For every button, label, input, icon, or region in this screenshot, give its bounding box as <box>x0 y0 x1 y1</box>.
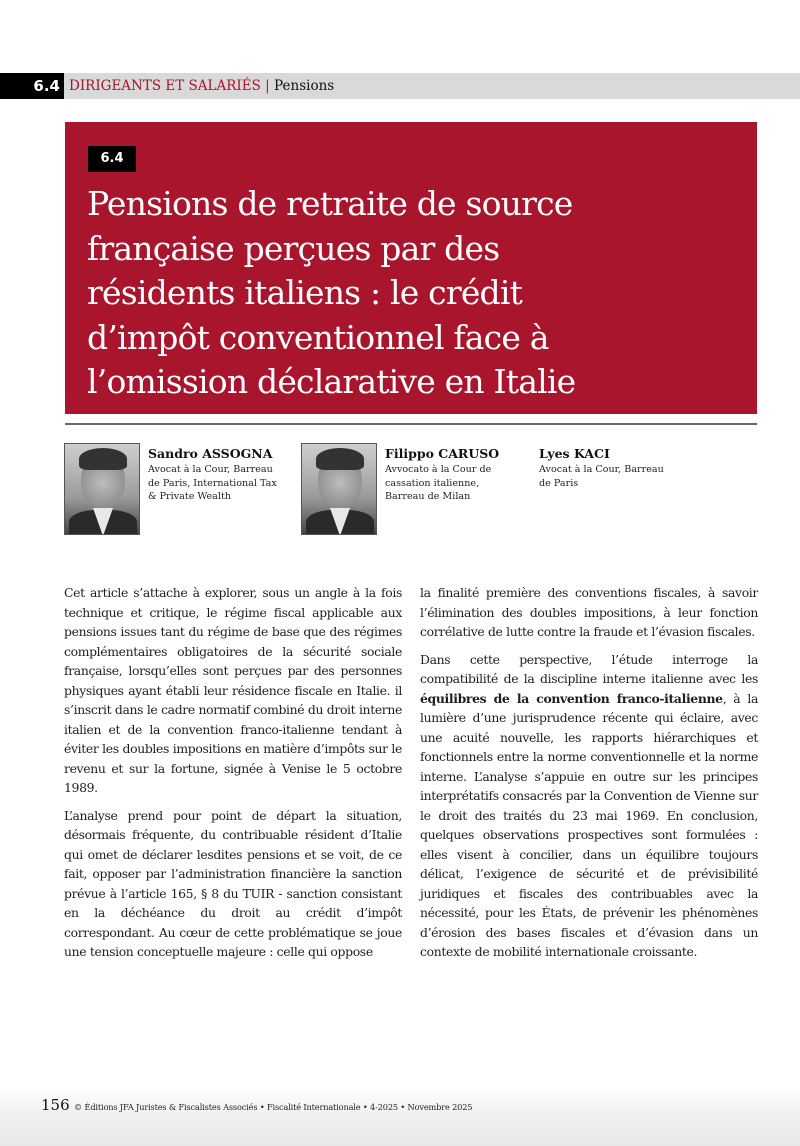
breadcrumb-separator: | <box>265 78 270 94</box>
divider <box>65 423 757 425</box>
emphasis: équilibres de la convention franco-italienne <box>420 690 723 706</box>
title-banner <box>65 122 757 414</box>
body-column-right <box>420 583 758 970</box>
text-run: Dans cette perspective, l’étude interroge la compatibilité de la discipline interne italienne avec les <box>420 651 758 686</box>
section-label: DIRIGEANTS ET SALARIÉS <box>69 78 261 94</box>
section-number: 6.4 <box>0 73 64 99</box>
article-title <box>87 182 747 405</box>
body-column-left <box>64 583 402 970</box>
author-role: Avvocato à la Cour de cassation italienne, Barreau de Milan <box>385 464 492 502</box>
author-name: Lyes KACI <box>539 446 610 461</box>
author-name: Sandro ASSOGNA <box>148 446 273 461</box>
paragraph: Cet article s’attache à explorer, sous un angle à la fois technique et critique, le régime fiscal applicable aux pensions issues tant du régime de base que des régimes complémentaires obligatoires de la sécurité sociale française, lorsqu’elles sont perçues par des personnes physiques ayant établi leur résidence fiscale en Italie. il s’inscrit dans le cadre normatif combiné du droit interne italien et de la convention franco-italienne tendant à éviter les doubles impositions en matière d’impôts sur le revenu et sur la fortune, signée à Venise le 5 octobre 1989. <box>64 585 402 795</box>
title-line: Pensions de retraite de source <box>87 184 573 223</box>
paragraph: L’analyse prend pour point de départ la situation, désormais fréquente, du contribuable résident d’Italie qui omet de déclarer lesdites pensions et se voit, de ce fait, opposer par l’administration financière la sanction prévue à l’article 165, § 8 du TUIR - sanction consistant en la déchéance du droit au crédit d’impôt correspondant. Au cœur de cette problématique se joue une tension conceptuelle majeure : celle qui oppose <box>64 807 402 959</box>
title-line: d’impôt conventionnel face à <box>87 317 549 357</box>
page-number: 156 <box>41 1096 70 1114</box>
running-header <box>0 73 800 99</box>
title-line: française perçues par des <box>87 228 500 268</box>
text-run: , à la lumière d’une jurisprudence récente qui éclaire, avec une acuité nouvelle, les rapports hiérarchiques et fonctionnels entre la norme conventionnelle et la norme interne. L’analyse s’appuie en outre sur les principes interprétatifs consacrés par la Convention de Vienne sur le droit des traités du 23 mai 1969. En conclusion, quelques observations prospectives sont formulées : elles visent à concilier, dans un équilibre toujours délicat, l’exigence de sécurité et de prévisibilité juridiques et fiscales des contribuables avec la nécessité, pour les États, de prévenir les phénomènes d’érosion des bases fiscales et d’évasion dans un contexte de mobilité internationale croissante. <box>420 690 758 959</box>
author-role: Avocat à la Cour, Barreau de Paris, International Tax & Private Wealth <box>148 464 277 502</box>
title-line: résidents italiens : le crédit <box>87 273 523 312</box>
author-role: Avocat à la Cour, Barreau de Paris <box>539 464 664 489</box>
article-number-badge: 6.4 <box>88 146 136 172</box>
author-photo <box>301 443 377 535</box>
paragraph: la finalité première des conventions fiscales, à savoir l’élimination des doubles impositions, à leur fonction corrélative de lutte contre la fraude et l’évasion fiscales. <box>420 585 758 639</box>
breadcrumb <box>69 73 334 99</box>
page-footer <box>0 1088 800 1146</box>
paragraph <box>420 650 758 962</box>
author-photo <box>64 443 140 535</box>
author-name: Filippo CARUSO <box>385 446 500 461</box>
footer-credit: © Éditions JFA Juristes & Fiscalistes Associés • Fiscalité Internationale • 4-2025 • Novembre 2025 <box>74 1102 473 1112</box>
subsection-label: Pensions <box>274 78 335 94</box>
title-line: l’omission déclarative en Italie <box>87 362 576 401</box>
